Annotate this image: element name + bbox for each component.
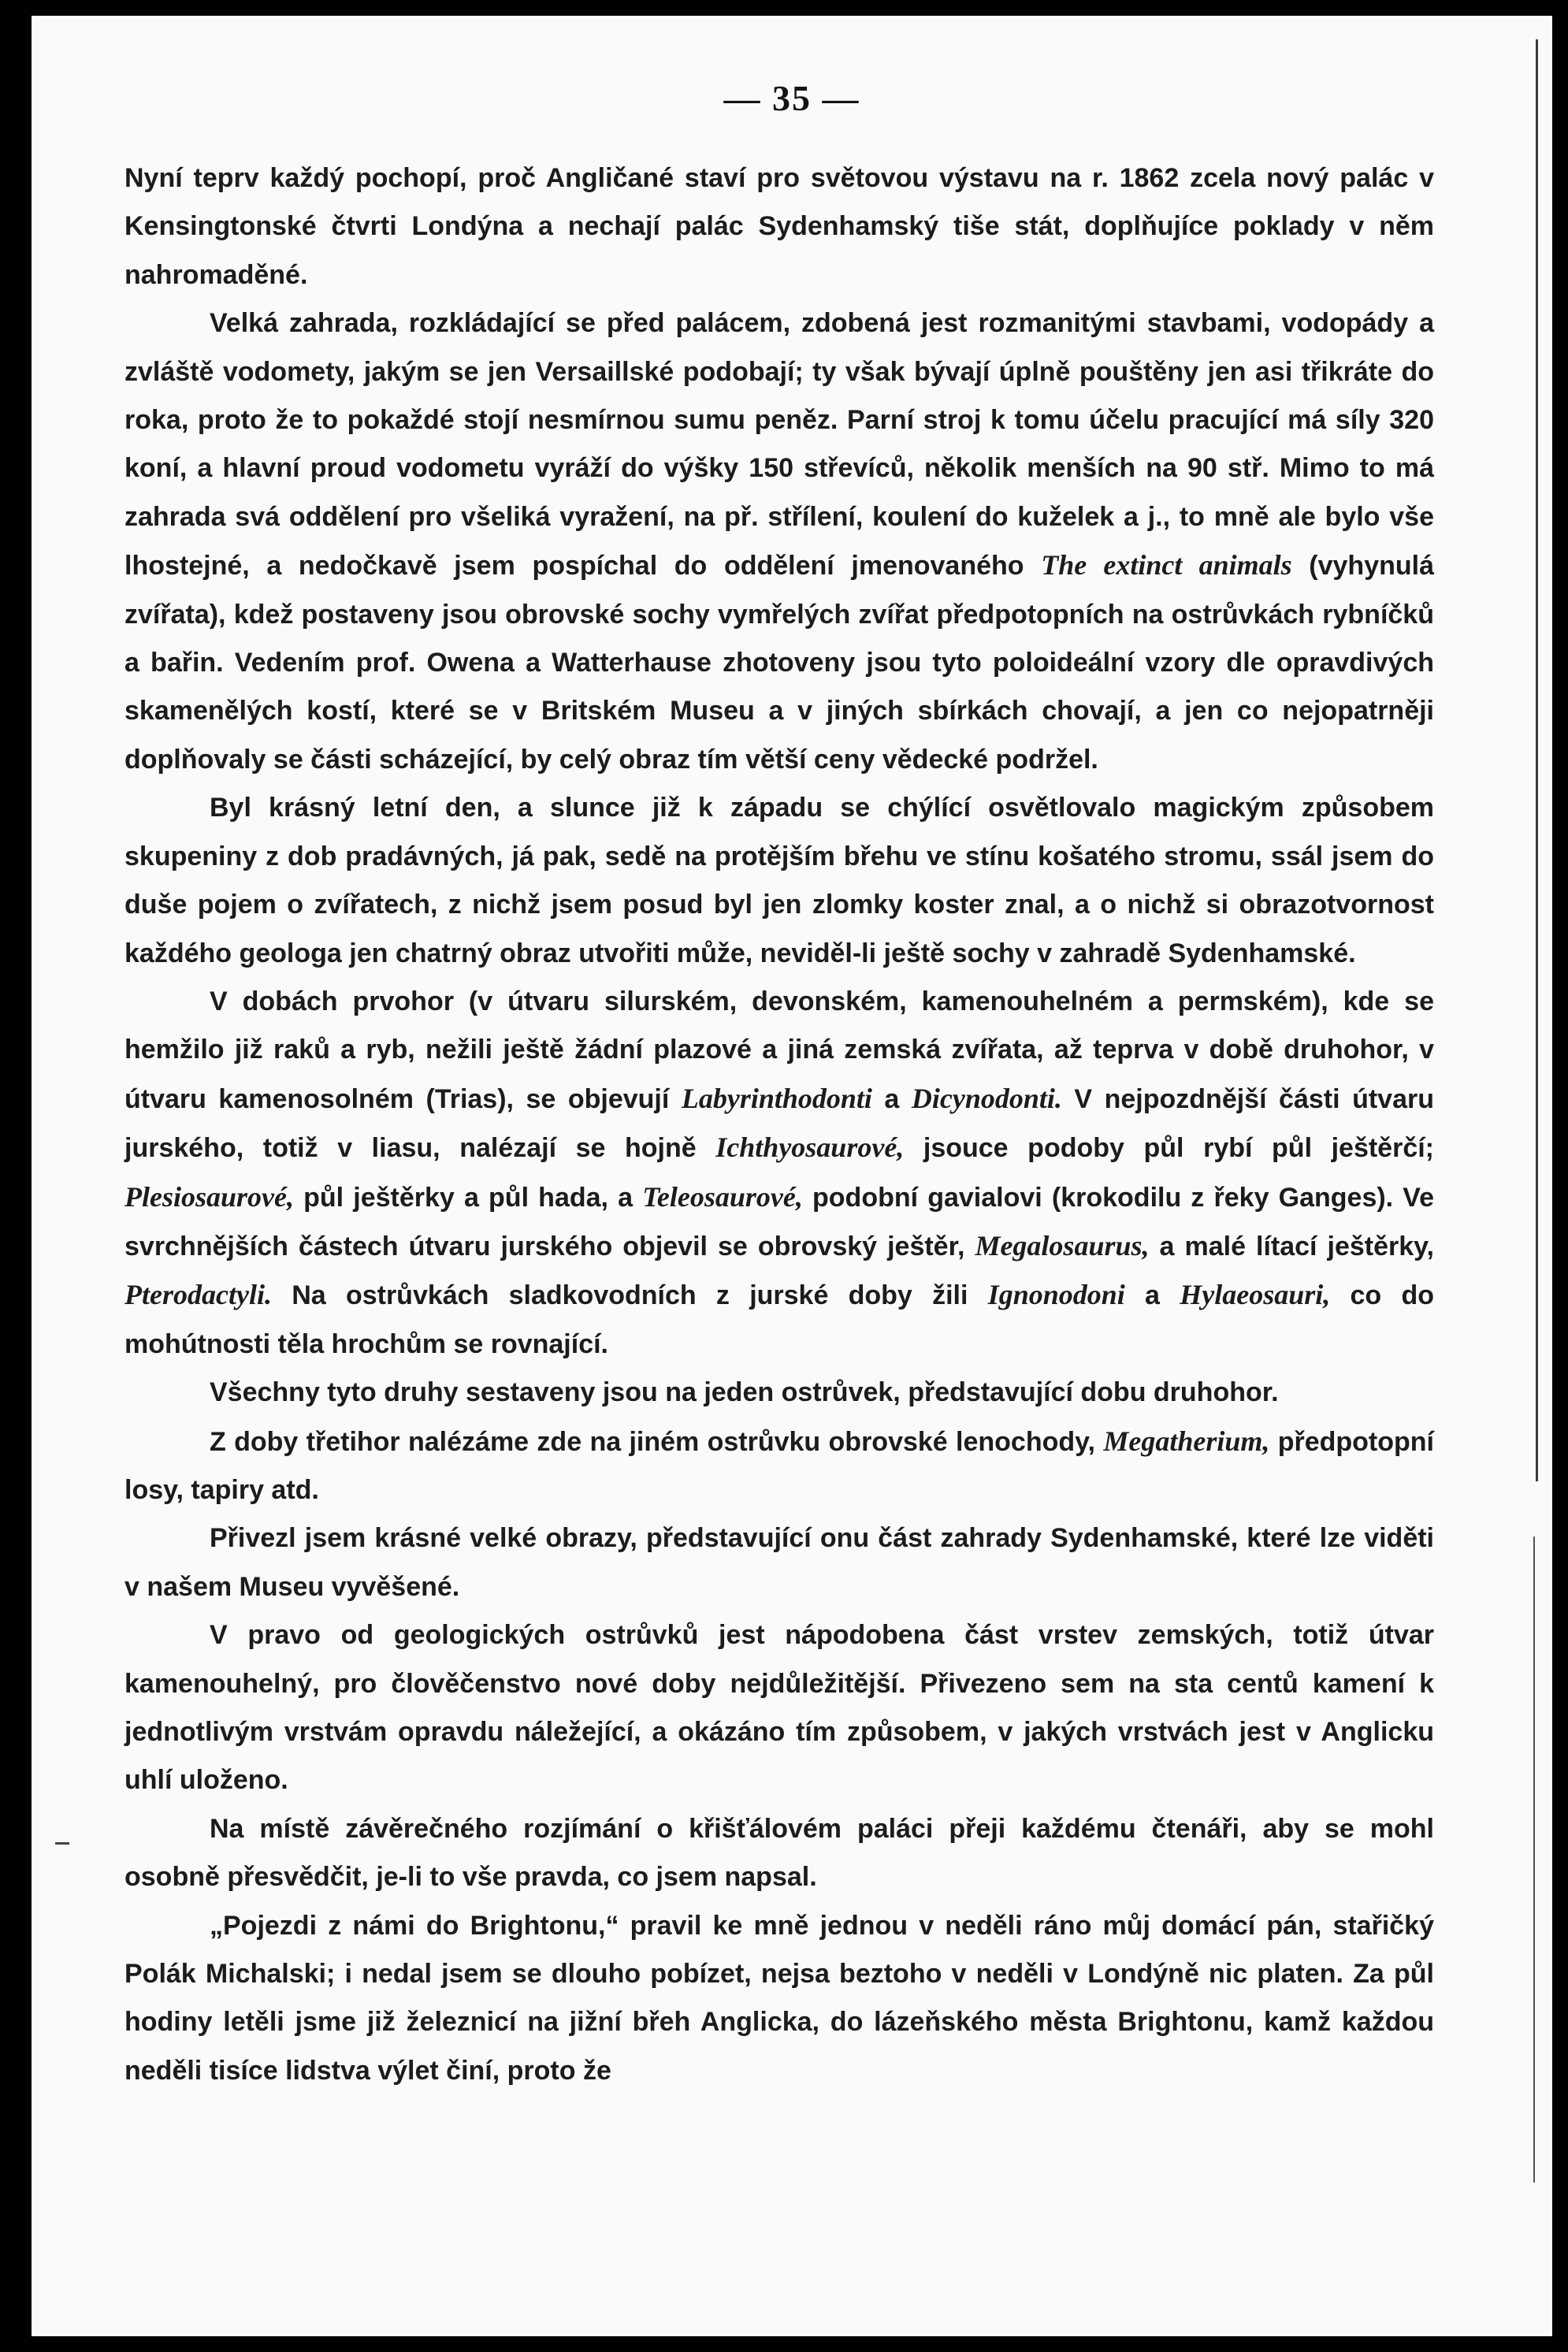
paragraph [124,299,1434,784]
text-run: a [871,1083,912,1114]
text-run: co do mohútnosti těla hrochům se rovnající. [124,1280,1434,1359]
text-run: půl ještěrky a půl hada, a [293,1182,643,1213]
text-run: „Pojezdi z námi do Brightonu,“ pravil ke mně jednou v neděli ráno můj domácí pán, stařičký Polák Michalski; i nedal jsem se dlouho pobízet, nejsa beztoho v neděli v Londýně nic platen. Za půl hodiny letěli jsme již železnicí na jižní břeh Anglicka, do lázeňského města Brightonu, kamž každou neděli tisíce lidstva výlet činí, proto že [124,1910,1434,2086]
text-run: V nejpozdnější části útvaru jurského, totiž v liasu, nalézají se hojně [124,1083,1434,1164]
paragraph [124,1418,1434,1515]
text-run: Na místě závěrečného rozjímání o křišťálovém paláci přeji každému čtenáři, aby se mohl osobně přesvědčit, je-li to vše pravda, co jsem napsal. [124,1813,1434,1893]
italic-term: Dicynodonti. [911,1082,1062,1114]
italic-term: Pterodactyli. [124,1279,272,1311]
text-run: a [1124,1280,1180,1311]
italic-term: Labyrinthodonti [681,1082,872,1114]
paragraph [124,1902,1434,2096]
text-run: předpotopní losy, tapiry atd. [124,1426,1434,1505]
italic-term: Ignonodoni [987,1279,1125,1311]
text-run: a malé lítací ještěrky, [1149,1231,1435,1261]
paragraph [124,784,1434,978]
text-run: Na ostrůvkách sladkovodních z jurské doby žili [271,1280,988,1311]
paragraph [124,154,1434,299]
margin-mark [55,1842,69,1845]
text-run: Velká zahrada, rozkládající se před palácem, zdobená jest rozmanitými stavbami, vodopády a zvláště vodomety, jakým se jen Versaillské podobají; ty však bývají úplně pouštěny jen asi třikráte do roka, proto že to pokaždé stojí nesmírnou sumu peněz. Parní stroj k tomu účelu pracující má síly 320 koní, a hlavní proud vodometu vyráží do výšky 150 střevíců, několik menších na 90 stř. Mimo to má zahrada svá oddělení pro všeliká vyražení, na př. střílení, koulení do kuželek a j., to mně ale bylo vše lhostejné, a nedočkavě jsem pospíchal do oddělení jmenovaného [124,308,1434,581]
text-run: Všechny tyto druhy sestaveny jsou na jeden ostrůvek, představující dobu druhohor. [210,1377,1279,1408]
italic-term: Ichthyosaurové, [715,1131,905,1164]
text-run: V pravo od geologických ostrůvků jest nápodobena část vrstev zemských, totiž útvar kamenouhelný, pro člověčenstvo nové doby nejdůležitější. Přivezeno sem na sta centů kamení k jednotlivým vrstvám opravdu náležející, a okázáno tím způsobem, v jakých vrstvách jest v Anglicku uhlí uloženo. [124,1620,1434,1796]
body-text [124,154,1434,2095]
text-run: Z doby třetihor nalézáme zde na jiném ostrůvku obrovské lenochody, [210,1426,1104,1457]
text-run: Přivezl jsem krásné velké obrazy, představující onu část zahrady Sydenhamské, které lze viděti v našem Museu vyvěšené. [124,1523,1434,1602]
paragraph [124,1369,1434,1417]
text-run: Nyní teprv každý pochopí, proč Angličané staví pro světovou výstavu na r. 1862 zcela nový palác v Kensingtonské čtvrti Londýna a nechají palác Sydenhamský tiše stát, doplňujíce poklady v něm nahromaděné. [124,163,1434,290]
text-run: jsouce podoby půl rybí půl ještěrčí; [904,1133,1435,1164]
text-run: podobní gavialovi (krokodilu z řeky Ganges). Ve svrchnějších částech útvaru jurského objevil se obrovský ještěr, [124,1182,1434,1261]
italic-term: Teleosaurové, [642,1180,803,1213]
text-run: (vyhynulá zvířata), kdež postaveny jsou obrovské sochy vymřelých zvířat předpotopních na ostrůvkách rybníčků a bařin. Vedením prof. Owena a Watterhause zhotoveny jsou tyto poloideální vzory dle opravdivých skamenělých kostí, které se v Britském Museu a v jiných sbírkách chovají, a jen co nejopatrněji doplňovaly se části scházející, by celý obraz tím větší ceny vědecké podržel. [124,551,1434,775]
page-number: — 35 — [723,78,860,118]
page-edge-rule-lower [1533,1536,1535,2183]
italic-term: Plesiosaurové, [124,1180,294,1213]
text-run: Byl krásný letní den, a slunce již k západu se chýlící osvětlovalo magickým způsobem skupeniny z dob pradávných, já pak, sedě na protějším břehu ve stínu košatého stromu, ssál jsem do duše pojem o zvířatech, z nichž jsem posud byl jen zlomky koster znal, a o nichž si obrazotvornost každého geologa jen chatrný obraz utvořiti může, neviděl-li ještě sochy v zahradě Sydenhamské. [124,793,1434,968]
italic-term: Hylaeosauri, [1180,1279,1331,1311]
paragraph [124,1805,1434,1902]
paragraph [124,978,1434,1369]
paragraph [124,1611,1434,1805]
italic-term: Megalosaurus, [975,1229,1150,1261]
italic-term: The extinct animals [1041,549,1292,581]
page-edge-rule [1536,39,1538,1481]
scanned-page [32,16,1552,2336]
paragraph [124,1514,1434,1611]
italic-term: Megatherium, [1103,1425,1270,1457]
text-run: V dobách prvohor (v útvaru silurském, devonském, kamenouhelném a permském), kde se hemžilo již raků a ryb, nežili ještě žádní plazové a jiná zemská zvířata, až teprva v době druhohor, v útvaru kamenosolném (Trias), se objevují [124,986,1434,1114]
